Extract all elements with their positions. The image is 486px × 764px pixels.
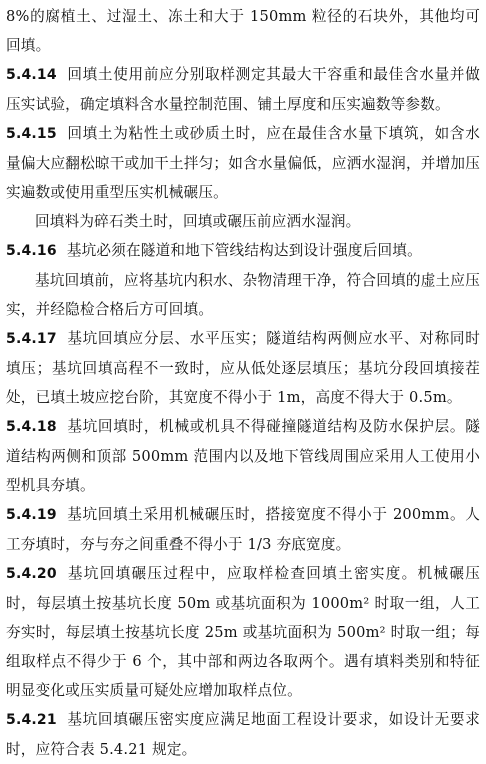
clause-5-4-16-sub	[6, 266, 480, 324]
clause-text: 基坑回填碾压密实度应满足地面工程设计要求，如设计无要求时，应符合表 5.4.21 规定。	[6, 711, 480, 758]
clause-text: 基坑回填应分层、水平压实；隧道结构两侧应水平、对称同时填压；基坑回填高程不一致时，应从低处逐层填压；基坑分段回填接茬处，已填土坡应挖台阶，其宽度不得小于 1m，高度不得大于 0.5m。	[6, 330, 480, 406]
clause-5-4-16	[6, 236, 480, 266]
clause-5-4-15	[6, 119, 480, 207]
clause-text: 基坑回填前，应将基坑内积水、杂物清理干净，符合回填的虚土应压实，并经隐检合格后方可回填。	[6, 272, 480, 318]
clause-text: 回填土使用前应分别取样测定其最大干容重和最佳含水量并做压实试验，确定填料含水量控制范围、铺土厚度和压实遍数等参数。	[6, 66, 480, 113]
clause-number: 5.4.16	[6, 243, 57, 259]
paragraph-continuation	[6, 2, 480, 60]
clause-text: 基坑回填碾压过程中，应取样检查回填土密实度。机械碾压时，每层填土按基坑长度 50m 或基坑面积为 1000m² 时取一组，人工夯实时，每层填土按基坑长度 25m 或基坑面积为 500m² 时取一组；每组取样点不得少于 6 个，其中部和两边各取两个。遇有填料类别和特征明显变化或压实质量可疑处应增加取样点位。	[6, 565, 480, 699]
clause-number: 5.4.14	[6, 67, 57, 83]
clause-5-4-21	[6, 705, 480, 764]
clause-5-4-20	[6, 559, 480, 705]
clause-text: 基坑必须在隧道和地下管线结构达到设计强度后回填。	[66, 242, 422, 259]
clause-number: 5.4.20	[6, 566, 57, 582]
clause-text: 回填土为粘性土或砂质土时，应在最佳含水量下填筑，如含水量偏大应翻松晾干或加干土拌匀；如含水量偏低，应洒水湿润，并增加压实遍数或使用重型压实机械碾压。	[6, 125, 480, 201]
clause-number: 5.4.17	[6, 331, 57, 347]
clause-number: 5.4.21	[6, 712, 57, 728]
clause-number: 5.4.15	[6, 126, 57, 142]
clause-text: 基坑回填时，机械或机具不得碰撞隧道结构及防水保护层。隧道结构两侧和顶部 500mm 范围内以及地下管线周围应采用人工使用小型机具夯填。	[6, 418, 480, 494]
clause-number: 5.4.19	[6, 507, 57, 523]
clause-5-4-17	[6, 324, 480, 412]
clause-5-4-19	[6, 500, 480, 559]
paragraph-text: 8%的腐植土、过湿土、冻土和大于 150mm 粒径的石块外，其他均可回填。	[6, 8, 480, 54]
document-page	[6, 2, 480, 764]
clause-number: 5.4.18	[6, 419, 57, 435]
clause-5-4-15-sub	[6, 207, 480, 236]
clause-5-4-18	[6, 412, 480, 500]
clause-text: 基坑回填土采用机械碾压时，搭接宽度不得小于 200mm。人工夯填时，夯与夯之间重叠不得小于 1/3 夯底宽度。	[6, 506, 480, 553]
clause-5-4-14	[6, 60, 480, 119]
clause-text: 回填料为碎石类土时，回填或碾压前应洒水湿润。	[35, 213, 361, 230]
